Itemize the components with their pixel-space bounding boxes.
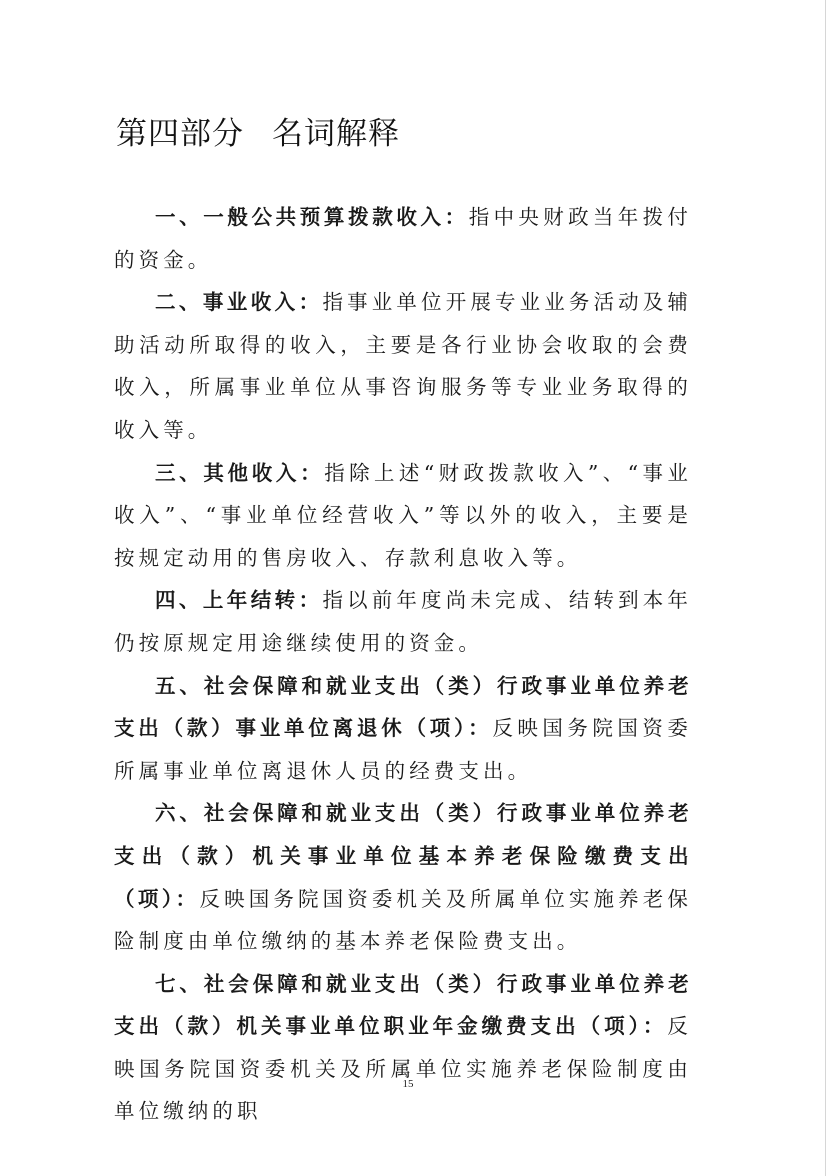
document-body xyxy=(114,196,692,1133)
term-definition: 反映国务院国资委机关及所属单位实施养老保险制度由单位缴纳的职 xyxy=(114,1014,692,1124)
paragraph-2 xyxy=(114,281,692,451)
page-number: 15 xyxy=(402,1078,414,1090)
section-title: 名词解释 xyxy=(272,116,400,152)
term-label: 二、事业收入： xyxy=(155,290,323,315)
term-definition: 反映国务院国资委机关及所属单位实施养老保险制度由单位缴纳的基本养老保险费支出。 xyxy=(114,886,692,954)
term-definition: 反映国务院国资委所属事业单位离退休人员的经费支出。 xyxy=(114,716,692,783)
term-label: 四、上年结转： xyxy=(155,588,323,613)
paragraph-4 xyxy=(114,579,692,664)
paragraph-3 xyxy=(114,452,692,580)
term-label: 六、社会保障和就业支出（类）行政事业单位养老支出（款）机关事业单位基本养老保险缴费支出（项）： xyxy=(114,801,692,911)
term-definition: 指中央财政当年拨付的资金。 xyxy=(114,205,692,272)
paragraph-1 xyxy=(114,196,692,281)
page-title xyxy=(116,108,400,153)
section-number: 第四部分 xyxy=(116,116,244,152)
term-definition: 指事业单位开展专业业务活动及辅助活动所取得的收入，主要是各行业协会收取的会费收入，所属事业单位从事咨询服务等专业业务取得的收入等。 xyxy=(114,290,692,442)
term-label: 七、社会保障和就业支出（类）行政事业单位养老支出（款）机关事业单位职业年金缴费支出（项）： xyxy=(114,971,692,1039)
paragraph-6 xyxy=(114,792,692,962)
paragraph-5 xyxy=(114,665,692,793)
term-definition: 指除上述“财政拨款收入”、“事业收入”、“事业单位经营收入”等以外的收入，主要是按规定动用的售房收入、存款利息收入等。 xyxy=(114,460,692,570)
term-label: 一、一般公共预算拨款收入： xyxy=(155,205,469,229)
term-definition: 指以前年度尚未完成、结转到本年仍按原规定用途继续使用的资金。 xyxy=(114,588,692,655)
term-label: 五、社会保障和就业支出（类）行政事业单位养老支出（款）事业单位离退休（项）： xyxy=(114,673,692,741)
paragraph-7 xyxy=(114,963,692,1133)
term-label: 三、其他收入： xyxy=(155,460,325,485)
scan-edge-line xyxy=(825,0,826,1176)
